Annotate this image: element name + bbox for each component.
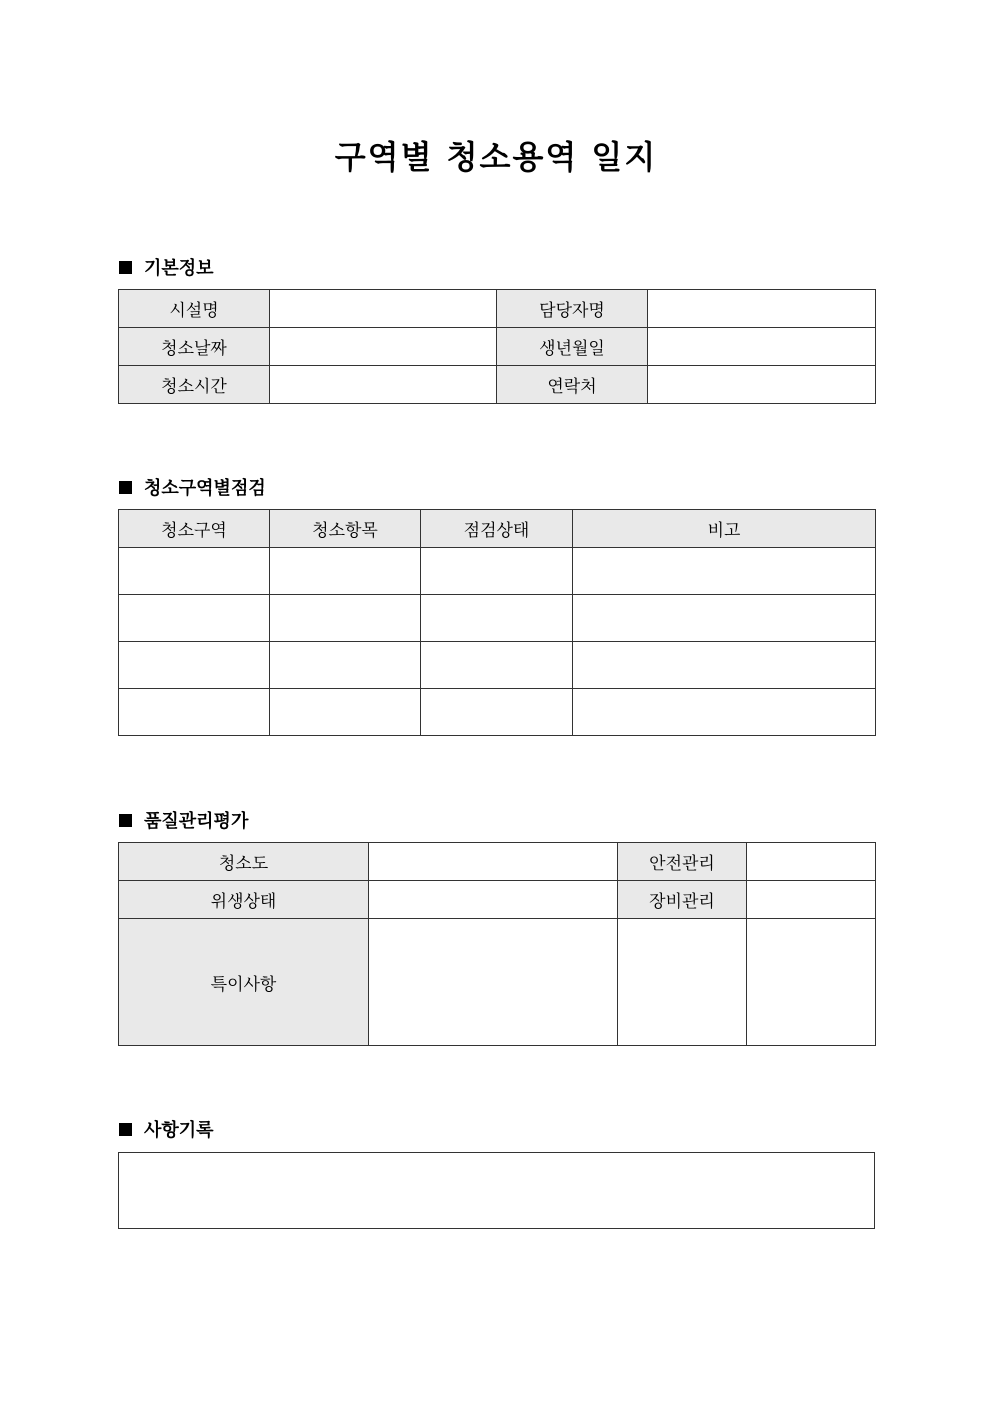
special-extra-field-2[interactable] — [747, 919, 876, 1046]
section-heading-basic-label: 기본정보 — [144, 258, 214, 279]
item-cell[interactable] — [270, 642, 421, 689]
section-heading-quality-label: 품질관리평가 — [144, 811, 249, 832]
special-label: 특이사항 — [119, 919, 369, 1046]
header-item: 청소항목 — [270, 510, 421, 548]
area-cell[interactable] — [119, 595, 270, 642]
table-row — [119, 689, 876, 736]
date-field[interactable] — [270, 328, 497, 366]
equipment-field[interactable] — [747, 881, 876, 919]
birth-field[interactable] — [648, 328, 876, 366]
safety-field[interactable] — [747, 843, 876, 881]
square-bullet-icon — [119, 481, 132, 494]
item-cell[interactable] — [270, 548, 421, 595]
time-field[interactable] — [270, 366, 497, 404]
special-field[interactable] — [369, 919, 618, 1046]
section-heading-inspection-label: 청소구역별점검 — [144, 478, 266, 499]
section-heading-record — [119, 1116, 214, 1142]
header-status: 점검상태 — [421, 510, 573, 548]
hygiene-label: 위생상태 — [119, 881, 369, 919]
area-cell[interactable] — [119, 642, 270, 689]
basic-info-table — [118, 289, 876, 404]
quality-table — [118, 842, 876, 1046]
table-row — [119, 595, 876, 642]
item-cell[interactable] — [270, 595, 421, 642]
birth-label: 생년월일 — [497, 328, 648, 366]
remarks-cell[interactable] — [573, 642, 876, 689]
remarks-cell[interactable] — [573, 548, 876, 595]
inspection-table — [118, 509, 876, 736]
date-label: 청소날짜 — [119, 328, 270, 366]
manager-field[interactable] — [648, 290, 876, 328]
status-cell[interactable] — [421, 642, 573, 689]
square-bullet-icon — [119, 1123, 132, 1136]
area-cell[interactable] — [119, 548, 270, 595]
table-row — [119, 548, 876, 595]
facility-label: 시설명 — [119, 290, 270, 328]
section-heading-record-label: 사항기록 — [144, 1120, 214, 1141]
safety-label: 안전관리 — [618, 843, 747, 881]
facility-field[interactable] — [270, 290, 497, 328]
hygiene-field[interactable] — [369, 881, 618, 919]
area-cell[interactable] — [119, 689, 270, 736]
remarks-cell[interactable] — [573, 595, 876, 642]
record-memo-box[interactable] — [118, 1152, 875, 1229]
equipment-label: 장비관리 — [618, 881, 747, 919]
manager-label: 담당자명 — [497, 290, 648, 328]
header-area: 청소구역 — [119, 510, 270, 548]
section-heading-inspection — [119, 474, 266, 500]
section-heading-quality — [119, 807, 248, 833]
section-heading-basic — [119, 254, 214, 280]
status-cell[interactable] — [421, 548, 573, 595]
item-cell[interactable] — [270, 689, 421, 736]
header-remarks: 비고 — [573, 510, 876, 548]
cleanliness-field[interactable] — [369, 843, 618, 881]
status-cell[interactable] — [421, 595, 573, 642]
time-label: 청소시간 — [119, 366, 270, 404]
status-cell[interactable] — [421, 689, 573, 736]
special-extra-field-1[interactable] — [618, 919, 747, 1046]
square-bullet-icon — [119, 261, 132, 274]
table-row — [119, 642, 876, 689]
page-title: 구역별 청소용역 일지 — [334, 138, 658, 176]
remarks-cell[interactable] — [573, 689, 876, 736]
cleanliness-label: 청소도 — [119, 843, 369, 881]
square-bullet-icon — [119, 814, 132, 827]
contact-field[interactable] — [648, 366, 876, 404]
contact-label: 연락처 — [497, 366, 648, 404]
